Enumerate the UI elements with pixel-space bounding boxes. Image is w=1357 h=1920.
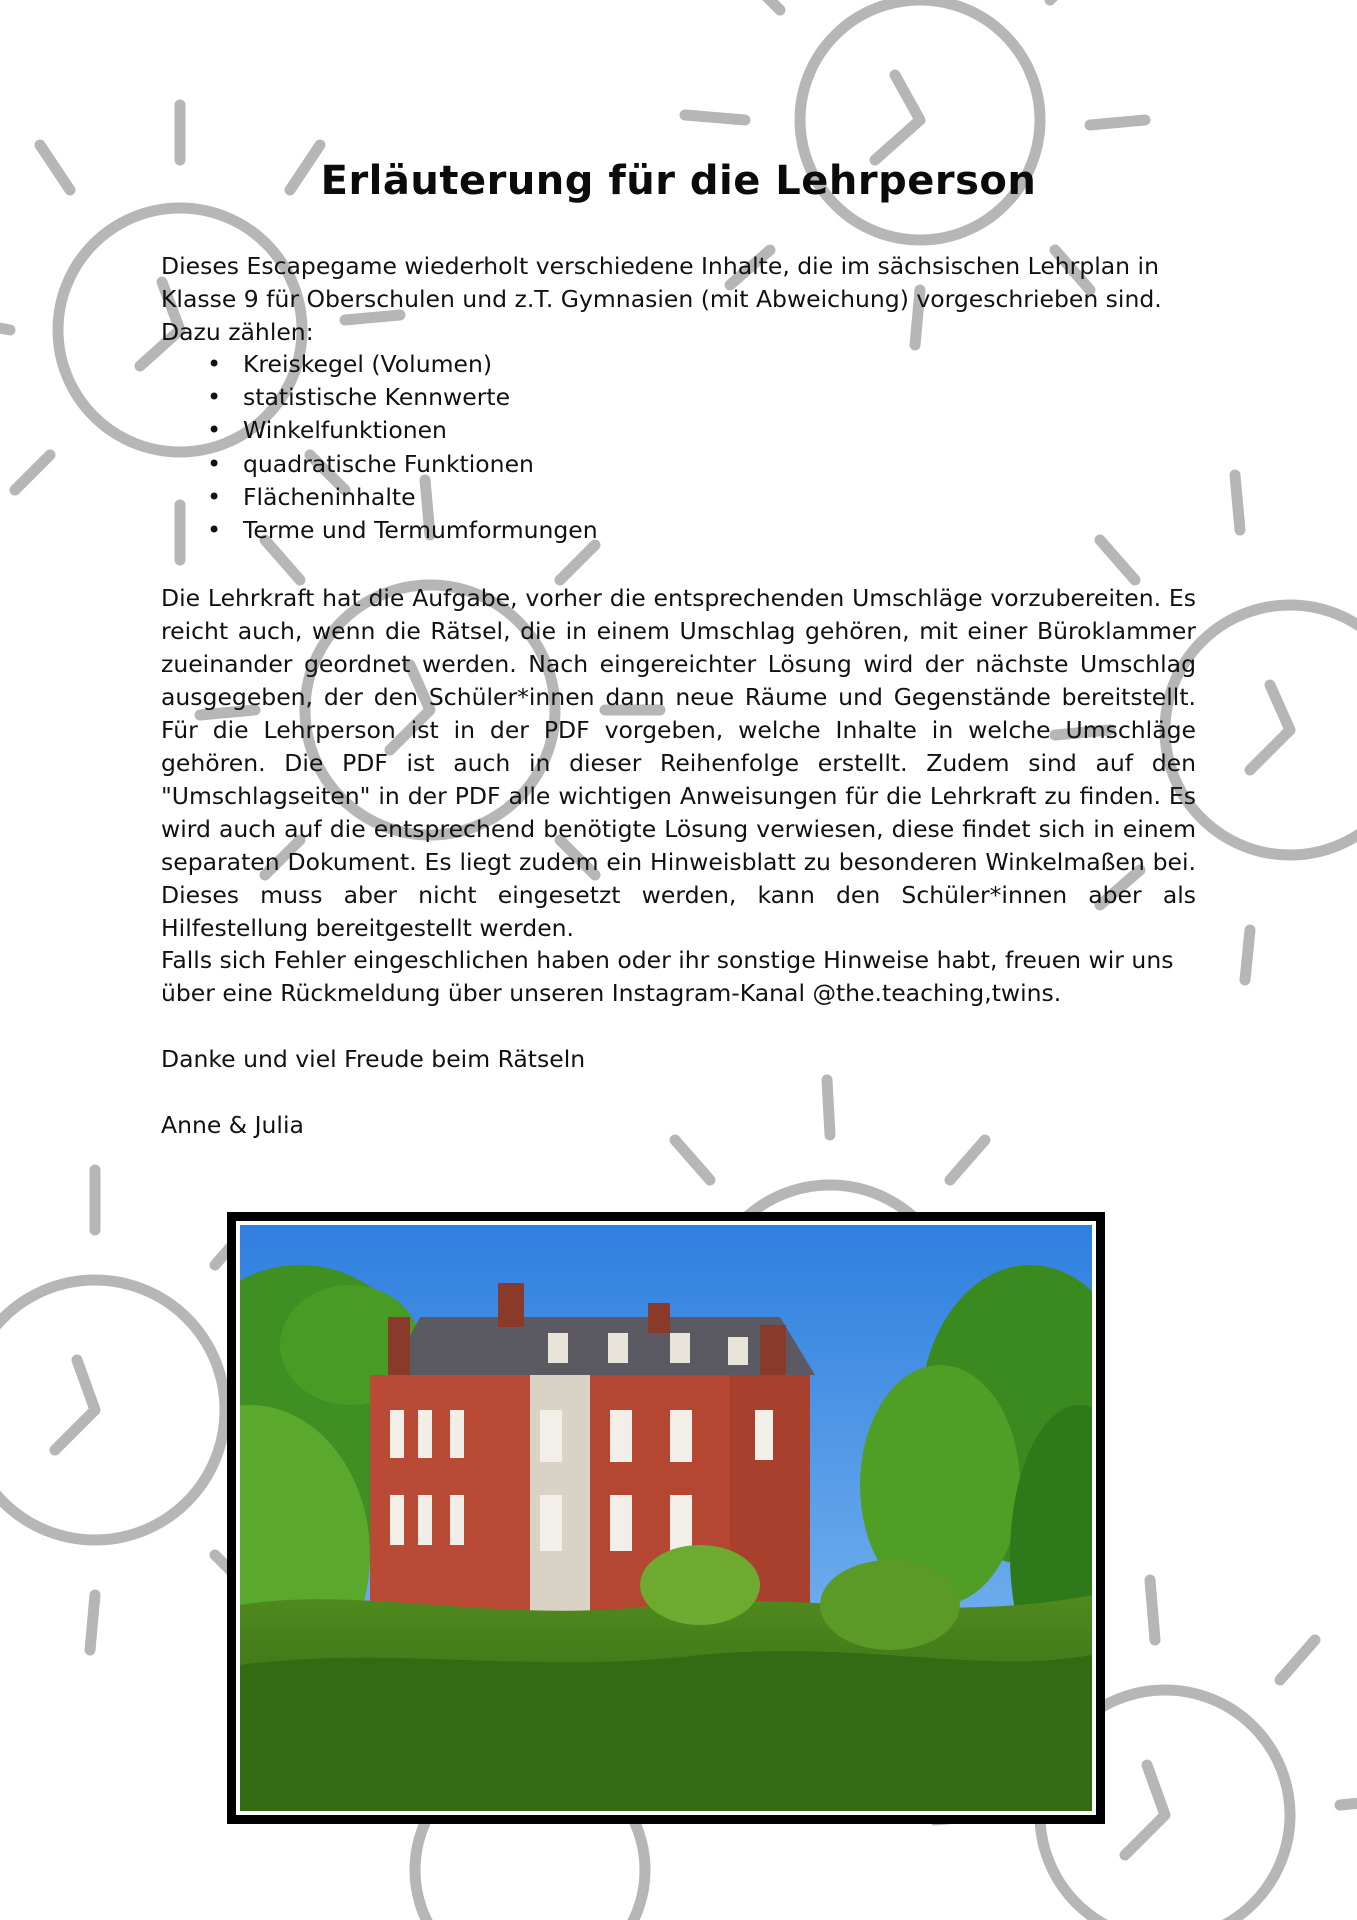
list-item: • Terme und Termumformungen	[243, 514, 598, 547]
list-item: • Winkelfunktionen	[243, 414, 598, 447]
thanks-line: Danke und viel Freude beim Rätseln	[161, 1045, 586, 1073]
photo-frame	[227, 1212, 1105, 1824]
topic-list	[243, 348, 598, 547]
instructions-paragraph: Die Lehrkraft hat die Aufgabe, vorher die entsprechenden Umschläge vorzubereiten. Es reicht auch, wenn die Rätsel, die in einem Umschlag gehören, mit einer Büroklammer zueinander geordnet werden. Nach eingereichter Lösung wird der nächste Umschlag ausgegeben, der den Schüler*innen dann neue Räume und Gegenstände bereitstellt. Für die Lehrperson ist in der PDF vorgeben, welche Inhalte in welche Umschläge gehören. Die PDF ist auch in dieser Reihenfolge erstellt. Zudem sind auf den "Umschlagseiten" in der PDF alle wichtigen Anweisungen für die Lehrkraft zu finden. Es wird auch auf die entsprechend benötigte Lösung verwiesen, diese findet sich in einem separaten Dokument. Es liegt zudem ein Hinweisblatt zu besonderen Winkelmaßen bei. Dieses muss aber nicht eingesetzt werden, kann den Schüler*innen aber als Hilfestellung bereitgestellt werden.	[161, 584, 1196, 942]
feedback-paragraph: Falls sich Fehler eingeschlichen haben oder ihr sonstige Hinweise habt, freuen wir uns über eine Rückmeldung über unseren Instagram-Kanal @the.teaching,twins.	[161, 946, 1174, 1007]
signature: Anne & Julia	[161, 1111, 304, 1139]
list-item: • Flächeninhalte	[243, 481, 598, 514]
intro-paragraph: Dieses Escapegame wiederholt verschiedene Inhalte, die im sächsischen Lehrplan in Klasse 9 für Oberschulen und z.T. Gymnasien (mit Abweichung) vorgeschrieben sind. Dazu zählen:	[161, 252, 1162, 346]
list-item: • statistische Kennwerte	[243, 381, 598, 414]
mansion-photo	[236, 1221, 1096, 1815]
page-title: Erläuterung für die Lehrperson	[320, 158, 1037, 204]
list-item: • quadratische Funktionen	[243, 448, 598, 481]
list-item: • Kreiskegel (Volumen)	[243, 348, 598, 381]
